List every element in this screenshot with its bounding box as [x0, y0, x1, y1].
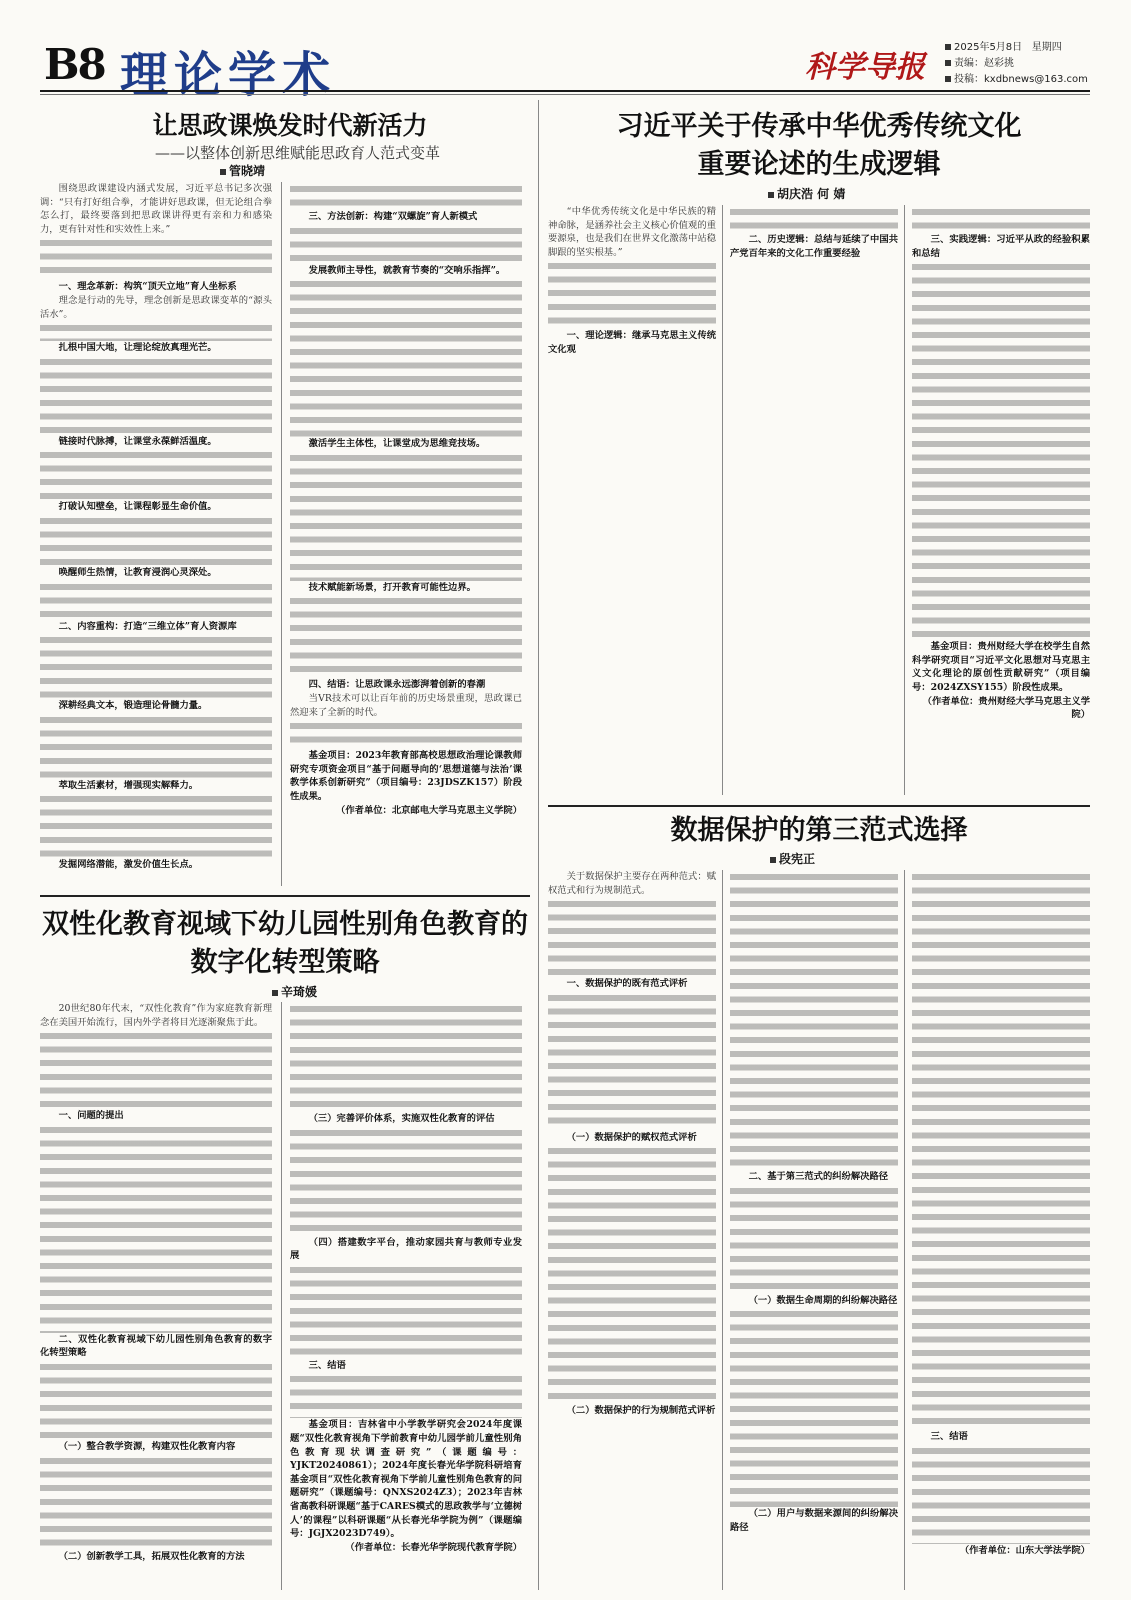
masthead-rule-thin — [40, 94, 1090, 95]
paragraph: “中华优秀传统文化是中华民族的精神命脉，是涵养社会主义核心价值观的重要源泉，也是我们在世界文化激荡中站稳脚跟的坚实根基。” — [548, 206, 716, 258]
body-text-block — [40, 633, 272, 699]
body-text-block — [730, 205, 898, 233]
body-text-block — [40, 792, 272, 858]
body-text-block — [40, 1454, 272, 1550]
section-heading: 发掘网络潜能，激发价值生长点。 — [58, 859, 199, 871]
square-bullet-icon — [770, 857, 776, 863]
fund-note: 基金项目：贵州财经大学在校学生自然科学研究项目“习近平文化思想对马克思主义文化理论的原创性贡献研究”（项目编号：2024ZXSY155）阶段性成果。 — [912, 641, 1090, 693]
body-text-block — [548, 991, 716, 1131]
body-text-block — [290, 1372, 522, 1418]
article2-title — [40, 906, 530, 982]
section-heading: （一）数据保护的赋权范式评析 — [566, 1131, 697, 1143]
square-bullet-icon — [220, 169, 226, 175]
body-text-block — [40, 713, 272, 779]
section-heading: （一）数据生命周期的纠纷解决路径 — [748, 1294, 898, 1306]
section-heading: （三）完善评价体系，实施双性化教育的评估 — [308, 1113, 495, 1124]
article1-title: 让思政课焕发时代新活力 — [152, 111, 428, 140]
body-text-block — [290, 594, 522, 678]
section-heading: （一）整合教学资源，构建双性化教育内容 — [58, 1440, 236, 1452]
body-text-block — [290, 277, 522, 437]
body-text-block — [912, 1444, 1090, 1544]
section-heading: 激活学生主体性，让课堂成为思维竞技场。 — [308, 438, 486, 450]
body-text-block — [40, 236, 272, 280]
body-text-block — [290, 719, 522, 749]
body-text-block — [290, 1263, 522, 1359]
contact-email: 投稿：kxdbnews@163.com — [954, 74, 1088, 85]
body-text-block — [290, 224, 522, 264]
section-heading: 技术赋能新场景，打开教育可能性边界。 — [308, 581, 476, 593]
section-heading: 三、实践逻辑：习近平从政的经验积累和总结 — [912, 234, 1090, 259]
body-text-block — [548, 1144, 716, 1404]
section-heading: （二）用户与数据来源间的纠纷解决路径 — [730, 1508, 898, 1533]
section-heading: 二、基于第三范式的纠纷解决路径 — [748, 1171, 889, 1182]
section-heading: 二、历史逻辑：总结与延续了中国共产党百年来的文化工作重要经验 — [730, 234, 898, 259]
article3-title-line2: 重要论述的生成逻辑 — [697, 149, 941, 180]
body-text-block — [40, 355, 272, 435]
body-text-block — [40, 1123, 272, 1333]
section-heading: 四、结语：让思政课永远澎湃着创新的春潮 — [308, 679, 486, 691]
issue-date: 2025年5月8日 — [954, 42, 1023, 53]
paragraph: 围绕思政课建设内涵式发展，习近平总书记多次强调：“只有打好组合拳，才能讲好思政课，但无论组合拳怎么打，最终要落到把思政课讲得更有亲和力和感染力，更有针对性和实效性上来。” — [40, 183, 272, 235]
article3-column-2 — [730, 205, 898, 795]
author-affiliation: （作者单位：北京邮电大学马克思主义学院） — [336, 804, 522, 816]
body-text-block — [40, 1360, 272, 1440]
article4-title: 数据保护的第三范式选择 — [670, 815, 968, 846]
article2-title-line1: 双性化教育视域下幼儿园性别角色教育的 — [42, 909, 528, 940]
section-heading: 二、双性化教育视域下幼儿园性别角色教育的数字化转型策略 — [40, 1333, 272, 1359]
article4-column-3 — [912, 870, 1090, 1590]
square-bullet-icon — [768, 192, 774, 198]
body-text-block — [290, 182, 522, 210]
paragraph: 理念是行动的先导，理念创新是思政课变革的“源头活水”。 — [40, 294, 272, 320]
section-heading: 萃取生活素材，增强现实解释力。 — [58, 779, 199, 791]
body-text-block — [290, 451, 522, 581]
body-text-block — [912, 260, 1090, 640]
body-text-block — [730, 870, 898, 1170]
article1-column-2 — [290, 182, 522, 886]
section-heading: （二）数据保护的行为规制范式评析 — [566, 1405, 716, 1417]
section-heading: 二、内容重构：打造“三维立体”育人资源库 — [58, 620, 237, 632]
body-text-block — [912, 205, 1090, 233]
masthead-rule — [40, 90, 1090, 92]
paragraph: 关于数据保护主要存在两种范式：赋权范式和行为规制范式。 — [548, 871, 716, 896]
article1-subtitle: ——以整体创新思维赋能思政育人范式变革 — [154, 144, 440, 162]
article2-column-1 — [40, 1002, 272, 1590]
column-divider — [281, 182, 282, 886]
paragraph: 当VR技术可以让百年前的历史场景重现，思政课已然迎来了全新的时代。 — [290, 692, 522, 718]
body-text-block — [40, 321, 272, 341]
article-separator — [548, 805, 1090, 807]
section-heading: 一、问题的提出 — [58, 1110, 124, 1122]
paragraph: 20世纪80年代末，“双性化教育”作为家庭教育新理念在美国开始流行，国内外学者将目光逐渐聚焦于此。 — [40, 1003, 272, 1028]
section-heading: 扎根中国大地，让理论绽放真理光芒。 — [58, 342, 217, 354]
body-text-block — [290, 1126, 522, 1236]
section-title: 理论学术 — [120, 47, 337, 103]
article3-column-1 — [548, 205, 716, 795]
section-heading: 唤醒师生热情，让教育浸润心灵深处。 — [58, 566, 217, 578]
section-heading: 三、方法创新：构建“双螺旋”育人新模式 — [308, 211, 478, 222]
square-bullet-icon — [945, 76, 951, 82]
section-heading: （二）创新教学工具，拓展双性化教育的方法 — [58, 1550, 245, 1562]
body-text-block — [548, 897, 716, 977]
page-divider — [538, 100, 539, 1590]
paper-logo: 科学导报 — [805, 50, 925, 85]
article1-column-1 — [40, 182, 272, 886]
body-text-block — [912, 870, 1090, 1430]
editor: 责编：赵彩挑 — [954, 58, 1014, 69]
section-heading: 三、结语 — [308, 1359, 346, 1371]
article4-column-2 — [730, 870, 898, 1590]
author-affiliation: （作者单位：贵州财经大学马克思主义学院） — [922, 695, 1090, 721]
section-heading: 发展教师主导性，就教育节奏的“交响乐指挥”。 — [308, 264, 506, 276]
column-divider — [722, 870, 723, 1590]
article1-author: 管晓靖 — [220, 162, 265, 179]
body-text-block — [40, 1029, 272, 1109]
section-heading: 三、结语 — [930, 1431, 968, 1442]
body-text-block — [730, 1307, 898, 1507]
section-heading: 打破认知壁垒，让课程彰显生命价值。 — [58, 501, 217, 513]
article2-column-2 — [290, 1002, 522, 1590]
masthead — [0, 0, 1131, 103]
section-heading: （四）搭建数字平台，推动家园共育与教师专业发展 — [290, 1236, 522, 1262]
column-divider — [281, 1002, 282, 1590]
masthead-meta — [945, 40, 1088, 88]
article2-title-line2: 数字化转型策略 — [190, 947, 380, 978]
body-text-block — [548, 259, 716, 329]
body-text-block — [40, 514, 272, 566]
section-heading: 深耕经典文本，锻造理论骨髓力量。 — [58, 700, 208, 712]
article-separator — [40, 895, 530, 897]
article3-title-line1: 习近平关于传承中华优秀传统文化 — [616, 111, 1022, 142]
article3-author: 胡庆浩 何 婧 — [768, 185, 845, 202]
section-heading: 链接时代脉搏，让课堂永葆鲜活温度。 — [58, 435, 217, 447]
body-text-block — [730, 1184, 898, 1294]
section-heading: 一、数据保护的既有范式评析 — [566, 978, 688, 990]
body-text-block — [40, 448, 272, 500]
weekday: 星期四 — [1031, 42, 1062, 53]
article3-column-3 — [912, 205, 1090, 795]
article4-author: 段宪正 — [770, 850, 815, 867]
column-divider — [904, 870, 905, 1590]
section-heading: 一、理论逻辑：继承马克思主义传统文化观 — [548, 330, 716, 355]
fund-note: 基金项目：吉林省中小学教学研究会2024年度课题“双性化教育视角下学前教育中幼儿园学前儿童性别角色教育现状调查研究”（课题编号：YJKT20240861）；2024年度长春光华学院科研培育基金项目“双性化教育视角下学前儿童性别角色教育的问题研究”（课题编号：QNXS2024Z3）；2023年吉林省高教科研课题“基于CARES模式的思政教学与‘立德树人’的课程”以科研课题“从长春光华学院为例”（课题编号：JGJX2023D749）。 — [290, 1419, 522, 1540]
article2-author: 辛琦媛 — [272, 983, 317, 1000]
body-text-block — [40, 580, 272, 620]
page-number: B8 — [44, 40, 105, 89]
column-divider — [722, 205, 723, 795]
body-text-block — [290, 1002, 522, 1112]
square-bullet-icon — [272, 990, 278, 996]
fund-note: 基金项目：2023年教育部高校思想政治理论课教师研究专项资金项目“基于问题导向的‘思想道德与法治’课教学体系创新研究”（项目编号：23JDSZK157）阶段性成果。 — [290, 750, 522, 802]
column-divider — [904, 205, 905, 795]
section-heading: 一、理念革新：构筑“顶天立地”育人坐标系 — [58, 281, 237, 293]
square-bullet-icon — [945, 60, 951, 66]
article3-title — [548, 108, 1090, 184]
author-affiliation: （作者单位：长春光华学院现代教育学院） — [345, 1541, 522, 1553]
author-affiliation: （作者单位：山东大学法学院） — [959, 1544, 1090, 1556]
article4-column-1 — [548, 870, 716, 1590]
square-bullet-icon — [945, 44, 951, 50]
